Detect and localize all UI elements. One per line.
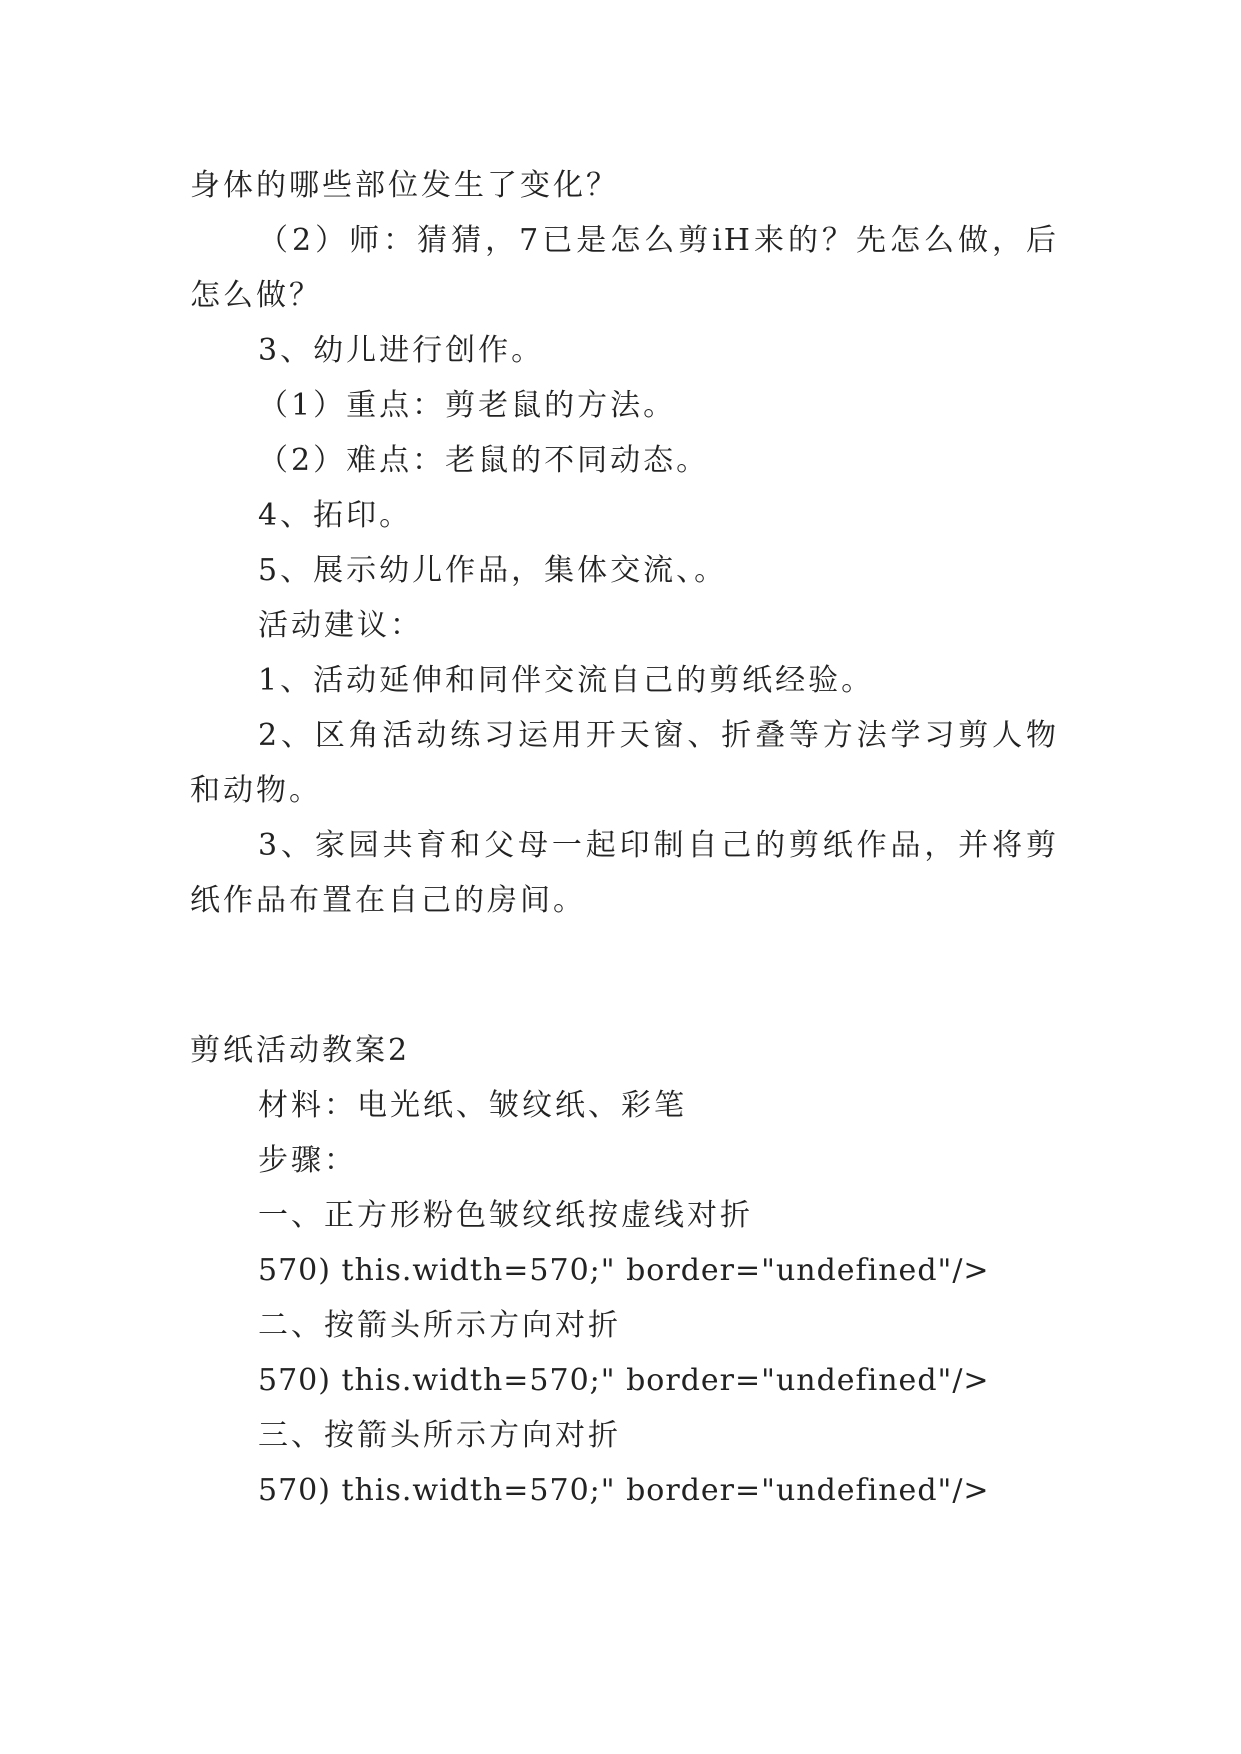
section-heading: 剪纸活动教案2 <box>190 1033 411 1068</box>
text-line: 3、幼儿进行创作。 <box>258 333 545 368</box>
text-line: 3、家园共育和父母一起印制自己的剪纸作品，并将剪 <box>258 828 1058 863</box>
text-line: （1）重点：剪老鼠的方法。 <box>258 388 677 423</box>
text-line: 和动物。 <box>190 773 322 808</box>
text-line: 5、展示幼儿作品，集体交流、。 <box>258 553 728 588</box>
text-line: 二、按箭头所示方向对折 <box>258 1308 621 1343</box>
broken-image-code: 570) this.width=570;" border="undefined"/> <box>258 1253 990 1288</box>
text-line: 纸作品布置在自己的房间。 <box>190 883 586 918</box>
broken-image-code: 570) this.width=570;" border="undefined"/> <box>258 1473 990 1508</box>
text-line: 材料：电光纸、皱纹纸、彩笔 <box>258 1088 687 1123</box>
text-line: （2）师：猜猜，7已是怎么剪iH来的？先怎么做，后 <box>258 223 1058 258</box>
text-line: （2）难点：老鼠的不同动态。 <box>258 443 710 478</box>
text-line: 步骤： <box>258 1143 357 1178</box>
text-line: 一、正方形粉色皱纹纸按虚线对折 <box>258 1198 753 1233</box>
text-line: 三、按箭头所示方向对折 <box>258 1418 621 1453</box>
text-line: 身体的哪些部位发生了变化？ <box>190 168 619 203</box>
text-line: 1、活动延伸和同伴交流自己的剪纸经验。 <box>258 663 875 698</box>
text-line: 4、拓印。 <box>258 498 413 533</box>
broken-image-code: 570) this.width=570;" border="undefined"/> <box>258 1363 990 1398</box>
text-line: 2、区角活动练习运用开天窗、折叠等方法学习剪人物 <box>258 718 1058 753</box>
text-line: 活动建议： <box>258 608 423 643</box>
text-line: 怎么做？ <box>190 278 322 313</box>
